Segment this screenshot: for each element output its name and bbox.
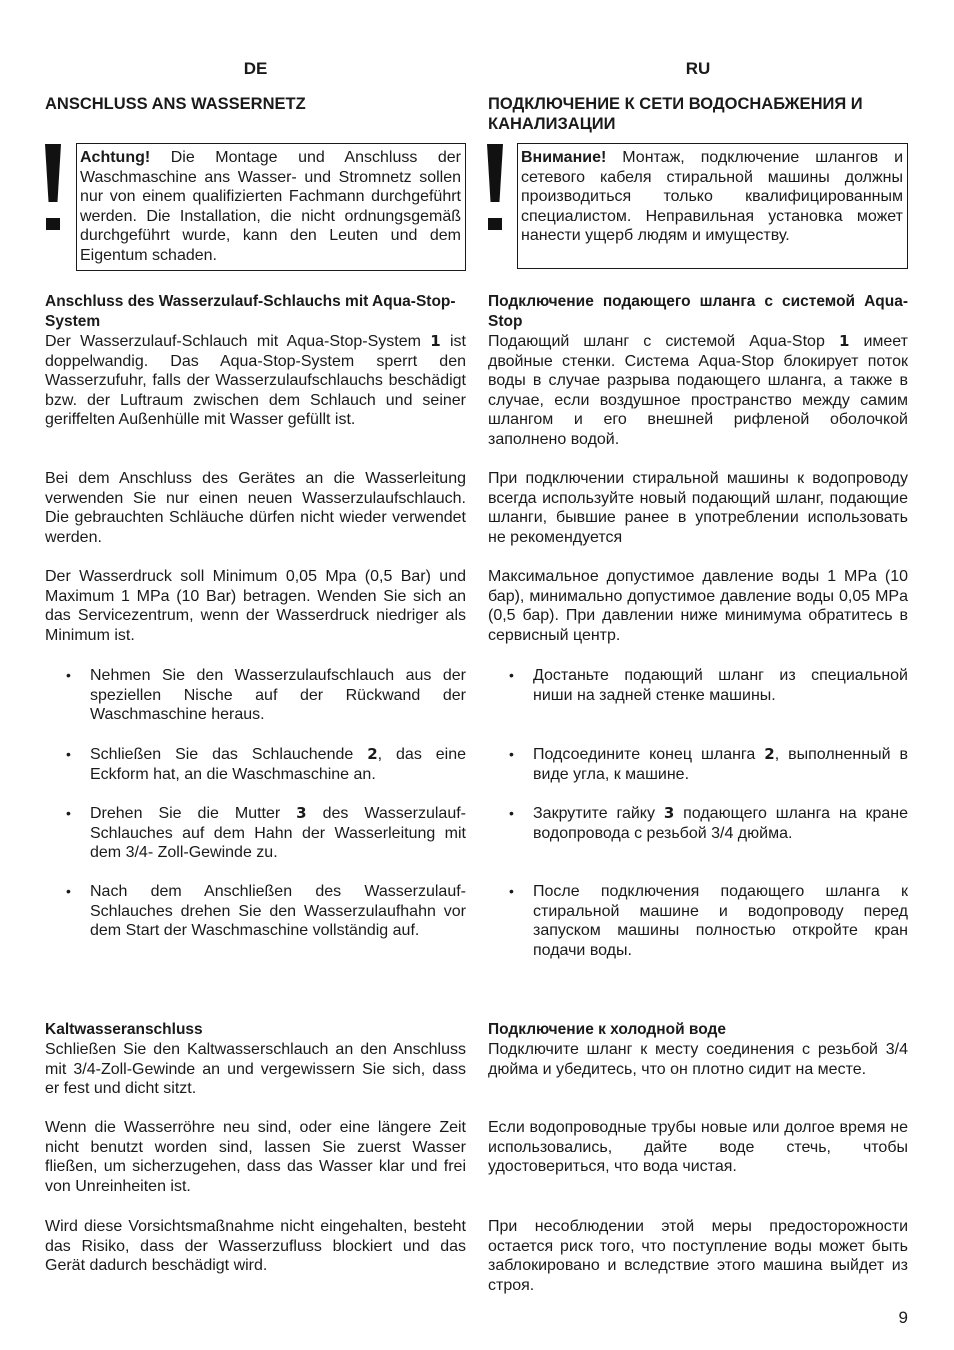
step-3-de [90,804,466,863]
aqua-stop-text-part: имеет двойные стенки. Система Aqua-Stop блокирует поток воды в случае разрыва подающего шланга, а также в случае, если воздушное пространство между самим шлангом и его внешней рифленой оболочкой заполнено водой. [488,333,908,448]
step-2-text-part: Подсоедините конец шланга [533,746,765,763]
step-1-de: Nehmen Sie den Wasserzulaufschlauch aus der speziellen Nische auf der Rückwand der Waschmaschine heraus. [90,667,466,724]
step-2-text-part: , das eine Eckform hat, an die Waschmaschine an. [90,746,466,783]
page-number: 9 [898,1308,908,1327]
step-3-ru [533,804,908,843]
warning-label-de: Achtung! [80,149,151,166]
step-4-ru: После подключения подающего шланга к стиральной машине и водопроводу перед запуском машины полностью откройте кран подачи воды. [533,883,908,959]
cold-water-text-ru: Подключите шланг к месту соединения с резьбой 3/4 дюйма и убедитесь, что он плотно сидит на месте. [488,1041,908,1078]
step-3-text-part: подающего шланга на кране водопровода с резьбой 3/4 дюйма. [533,805,908,842]
warning-box-ru [517,143,908,269]
bullet-marker: • [509,883,514,899]
warning-label-ru: Внимание! [521,149,607,166]
step-2-ru [533,745,908,784]
step-3-text-part: Закрутите гайку [533,805,664,822]
pipes-paragraph-de: Wenn die Wasserröhre neu sind, oder eine längere Zeit nicht benutzt worden sind, lassen Sie zuerst Wasser fließen, um sicherzugehen, dass das Wasser klar und frei von Unreinheiten ist. [45,1119,466,1195]
warning-text-ru: Монтаж, подключение шлангов и сетевого кабеля стиральной машины должны производиться только квалифицированным специалистом. Неправильная установка может нанести ущерб людям и имуществу. [521,149,903,245]
warning-exclamation-icon-de [45,144,61,230]
warning-text-de: Die Montage und Anschluss der Waschmaschine ans Wasser- und Stromnetz sollen nur von einem qualifizierten Fachmann durchgeführt werden. Die Installation, die nicht ordnungsgemäß durchgeführt wurde, kann den Leuten und dem Eigentum schaden. [80,149,461,264]
new-hose-paragraph-ru: При подключении стиральной машины к водопроводу всегда используйте новый подающий шланг, подающие шланги, бывшие ранее в употреблении использовать не рекомендуется [488,470,908,546]
step-2-text-part: , выполненный в виде угла, к машине. [533,746,908,783]
pressure-paragraph-ru: Максимальное допустимое давление воды 1 MPa (10 бар), минимально допустимое давление воды 0,05 MPa (0,5 бар). При давлении ниже минимума обратитесь в сервисный центр. [488,568,908,644]
step-2-de [90,745,466,784]
bullet-marker: • [66,883,71,899]
nut-number-3: 3 [296,804,307,822]
nut-number-3: 3 [663,804,675,822]
aqua-stop-text-part: Подающий шланг с системой Aqua-Stop [488,333,839,350]
bullet-marker: • [509,746,514,762]
language-heading-de: DE [243,59,268,78]
hose-number-1: 1 [430,332,441,350]
risk-paragraph-ru: При несоблюдении этой меры предосторожности остается риск того, что поступление воды может быть заблокировано и вследствие этого машина выйдет из строя. [488,1218,908,1294]
bullet-marker: • [509,805,514,821]
hose-number-1: 1 [838,332,850,350]
cold-water-heading-ru: Подключение к холодной воде [488,1021,726,1038]
new-hose-paragraph-de [45,469,466,547]
hose-number-2: 2 [764,745,775,763]
cold-water-heading-de: Kaltwasseranschluss [45,1021,203,1038]
aqua-stop-heading-de: Anschluss des Wasserzulauf-Schlauchs mit Aqua-Stop-System [45,293,456,330]
risk-paragraph-de: Wird diese Vorsichtsmaßnahme nicht eingehalten, besteht das Risiko, dass der Wasserzufluss blockiert und das Gerät dadurch beschädigt wird. [45,1218,466,1275]
hose-number-2: 2 [367,745,378,763]
warning-exclamation-icon-ru [487,144,503,230]
aqua-stop-text-part: Der Wasserzulauf-Schlauch mit Aqua-Stop-System [45,333,431,350]
aqua-stop-text-de [45,332,466,430]
aqua-stop-heading-ru: Подключение подающего шланга с системой Aqua-Stop [488,293,908,330]
warning-box-de [76,143,466,271]
step-3-text-part: Drehen Sie die Mutter [90,805,297,822]
step-1-ru: Достаньте подающий шланг из специальной ниши на задней стенке машины. [533,667,908,704]
aqua-stop-text-part: ist doppelwandig. Das Aqua-Stop-System sperrt den Wasserzufuhr, falls der Wasserzulaufschlauchs beschädigt bzw. der Luftraum zwischen dem Schlauch und seiner geriffelten Außenhülle mit Wasser gefüllt ist. [45,333,467,429]
step-2-text-part: Schließen Sie das Schlauchende [90,746,368,763]
pressure-paragraph-de: Der Wasserdruck soll Minimum 0,05 Mpa (0,5 Bar) und Maximum 1 MPa (10 Bar) betragen. Wenden Sie sich an das Servicezentrum, wenn der Wasserdruck niedriger als Minimum ist. [45,568,466,644]
step-3-text-part: des Wasserzulauf-Schlauches auf dem Hahn der Wasserleitung mit dem 3/4- Zoll-Gewinde zu. [90,805,466,862]
aqua-stop-text-ru [488,332,908,450]
bullet-marker: • [66,805,71,821]
step-4-de: Nach dem Anschließen des Wasserzulauf-Schlauches drehen Sie den Wasserzulaufhahn vor dem Start der Waschmaschine vollständig auf. [90,883,466,940]
cold-water-text-de: Schließen Sie den Kaltwasserschlauch an den Anschluss mit 3/4-Zoll-Gewinde an und vergewissern Sie sich, dass er fest und dicht sitzt. [45,1041,466,1098]
bullet-marker: • [66,667,71,683]
section-title-de: ANSCHLUSS ANS WASSERNETZ [45,95,306,113]
language-heading-ru: RU [685,59,711,78]
pipes-paragraph-ru: Если водопроводные трубы новые или долгое время не использовались, дайте воде стечь, чтобы удостовериться, что вода чистая. [488,1119,908,1176]
bullet-marker: • [509,667,514,683]
section-title-ru: ПОДКЛЮЧЕНИЕ К СЕТИ ВОДОСНАБЖЕНИЯ И КАНАЛИЗАЦИИ [488,95,863,133]
new-hose-text-de: Bei dem Anschluss des Gerätes an die Wasserleitung verwenden Sie nur einen neuen Wasserzulaufschlauch. Die gebrauchten Schläuche dürfen nicht wieder verwendet werden. [45,470,466,546]
bullet-marker: • [66,746,71,762]
